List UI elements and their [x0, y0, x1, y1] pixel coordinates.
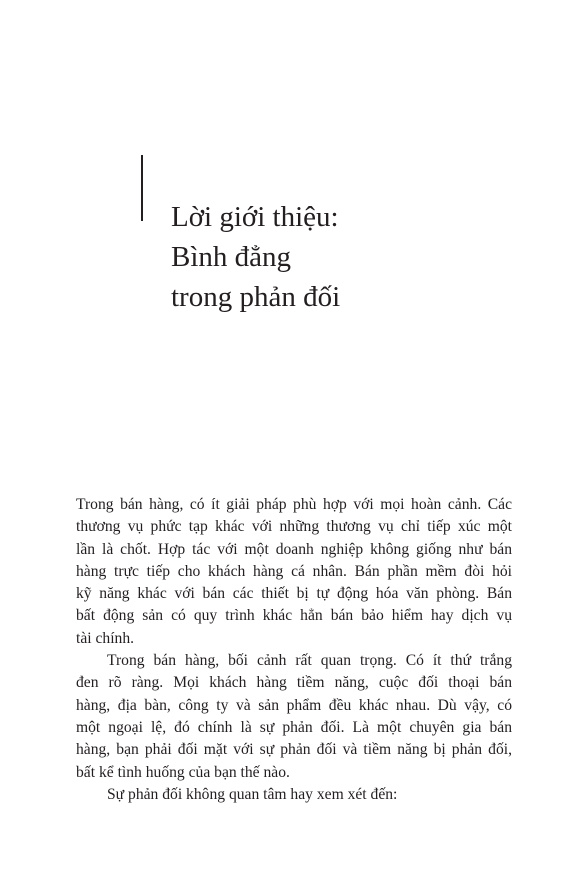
text-line: thương vụ phức tạp khác với những thương vụ chỉ tiếp xúc một: [76, 518, 512, 536]
paragraph-2: [76, 650, 512, 784]
chapter-title-line: Bình đẳng: [171, 241, 292, 273]
chapter-title: [171, 197, 531, 317]
text-line: Trong bán hàng, có ít giải pháp phù hợp với mọi hoàn cảnh. Các: [76, 496, 512, 513]
text-line: kỹ năng khác với bán các thiết bị tự động hóa văn phòng. Bán: [76, 585, 512, 603]
chapter-title-line: trong phản đối: [171, 281, 341, 313]
text-line: hàng trực tiếp cho khách hàng cá nhân. Bán phần mềm đòi hỏi: [76, 562, 512, 580]
text-line: lần là chốt. Hợp tác với một doanh nghiệp không giống như bán: [76, 540, 512, 558]
chapter-title-line: Lời giới thiệu:: [171, 201, 339, 233]
paragraph-3: [76, 784, 512, 806]
text-line: hàng, bạn phải đối mặt với sự phản đối và tiềm năng bị phản đối,: [76, 741, 512, 759]
body-text: [76, 494, 512, 806]
text-line: bất động sản có quy trình khác hẳn bán bảo hiểm hay dịch vụ: [76, 607, 512, 625]
text-line: bất kể tình huống của bạn thế nào.: [76, 763, 290, 781]
text-line: tài chính.: [76, 629, 135, 647]
text-line: hàng, địa bàn, công ty và sản phẩm đều khác nhau. Dù vậy, có: [76, 696, 512, 714]
text-line: Trong bán hàng, bối cảnh rất quan trọng. Có ít thứ trắng: [107, 652, 512, 670]
paragraph-1: [76, 494, 512, 650]
chapter-title-rule: [141, 155, 143, 221]
text-line: Sự phản đối không quan tâm hay xem xét đến:: [107, 785, 398, 803]
text-line: đen rõ ràng. Mọi khách hàng tiềm năng, cuộc đối thoại bán: [76, 674, 512, 692]
text-line: một ngoại lệ, đó chính là sự phản đối. Là một chuyên gia bán: [76, 718, 512, 736]
